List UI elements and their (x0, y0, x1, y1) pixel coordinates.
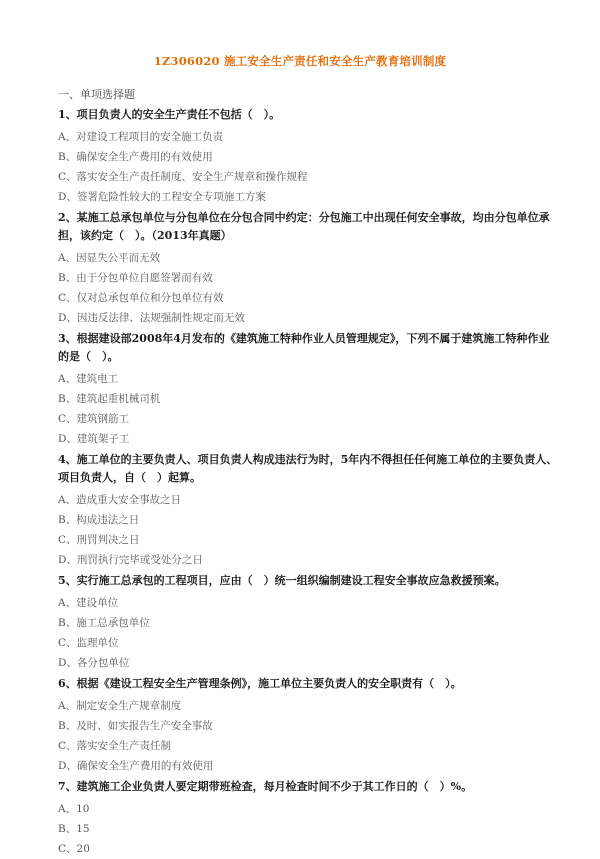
question-5-option-c: C、监理单位 (58, 637, 119, 649)
question-6: 6、根据《建设工程安全生产管理条例》，施工单位主要负责人的安全职责有（ ）。 (58, 677, 462, 690)
question-7: 7、建筑施工企业负责人要定期带班检查，每月检查时间不少于其工作日的（ ）%。 (58, 780, 473, 793)
question-3: 3、根据建设部2008年4月发布的《建筑施工特种作业人员管理规定》，下列不属于建筑施工特种作业的是（ ）。 (58, 332, 550, 363)
question-2-option-b: B、由于分包单位自愿签署而有效 (58, 272, 213, 284)
question-2-option-a: A、因显失公平而无效 (58, 252, 161, 264)
question-3-option-d: D、建筑架子工 (58, 433, 130, 445)
question-5-option-d: D、各分包单位 (58, 657, 130, 669)
question-4: 4、施工单位的主要负责人、项目负责人构成违法行为时，5年内不得担任任何施工单位的主要负责人、项目负责人，自（ ）起算。 (58, 453, 558, 484)
question-1-option-b: B、确保安全生产费用的有效使用 (58, 151, 213, 163)
question-1-option-d: D、签署危险性较大的工程安全专项施工方案 (58, 191, 266, 203)
section-heading: 一、单项选择题 (58, 88, 135, 101)
question-6-option-a: A、制定安全生产规章制度 (58, 700, 182, 712)
question-2-option-c: C、仅对总承包单位和分包单位有效 (58, 292, 224, 304)
question-5-option-a: A、建设单位 (58, 597, 119, 609)
question-5-option-b: B、施工总承包单位 (58, 617, 150, 629)
question-4-option-c: C、刑罚判决之日 (58, 534, 140, 546)
question-4-option-a: A、造成重大安全事故之日 (58, 494, 182, 506)
question-1-option-c: C、落实安全生产责任制度、安全生产规章和操作规程 (58, 171, 308, 183)
question-6-option-b: B、及时、如实报告生产安全事故 (58, 720, 213, 732)
question-5: 5、实行施工总承包的工程项目，应由（ ）统一组织编制建设工程安全事故应急救援预案。 (58, 574, 506, 587)
document-title: 1Z306020 施工安全生产责任和安全生产教育培训制度 (153, 54, 447, 68)
question-7-option-b: B、15 (58, 823, 90, 835)
question-6-option-c: C、落实安全生产责任制 (58, 740, 172, 752)
question-4-option-d: D、刑罚执行完毕或受处分之日 (58, 554, 203, 566)
question-3-option-a: A、建筑电工 (58, 373, 119, 385)
question-2-option-d: D、因违反法律、法规强制性规定而无效 (58, 312, 245, 324)
question-7-option-c: C、20 (58, 843, 90, 855)
question-1-option-a: A、对建设工程项目的安全施工负责 (58, 131, 224, 143)
question-4-option-b: B、构成违法之日 (58, 514, 140, 526)
question-6-option-d: D、确保安全生产费用的有效使用 (58, 760, 214, 772)
question-list (58, 86, 558, 859)
question-3-option-c: C、建筑钢筋工 (58, 413, 130, 425)
question-7-option-a: A、10 (58, 803, 90, 815)
question-2: 2、某施工总承包单位与分包单位在分包合同中约定：分包施工中出现任何安全事故，均由分包单位承担，该约定（ ）。（2013年真题） (58, 211, 550, 242)
question-3-option-b: B、建筑起重机械司机 (58, 393, 161, 405)
question-1: 1、项目负责人的安全生产责任不包括（ ）。 (58, 108, 281, 121)
